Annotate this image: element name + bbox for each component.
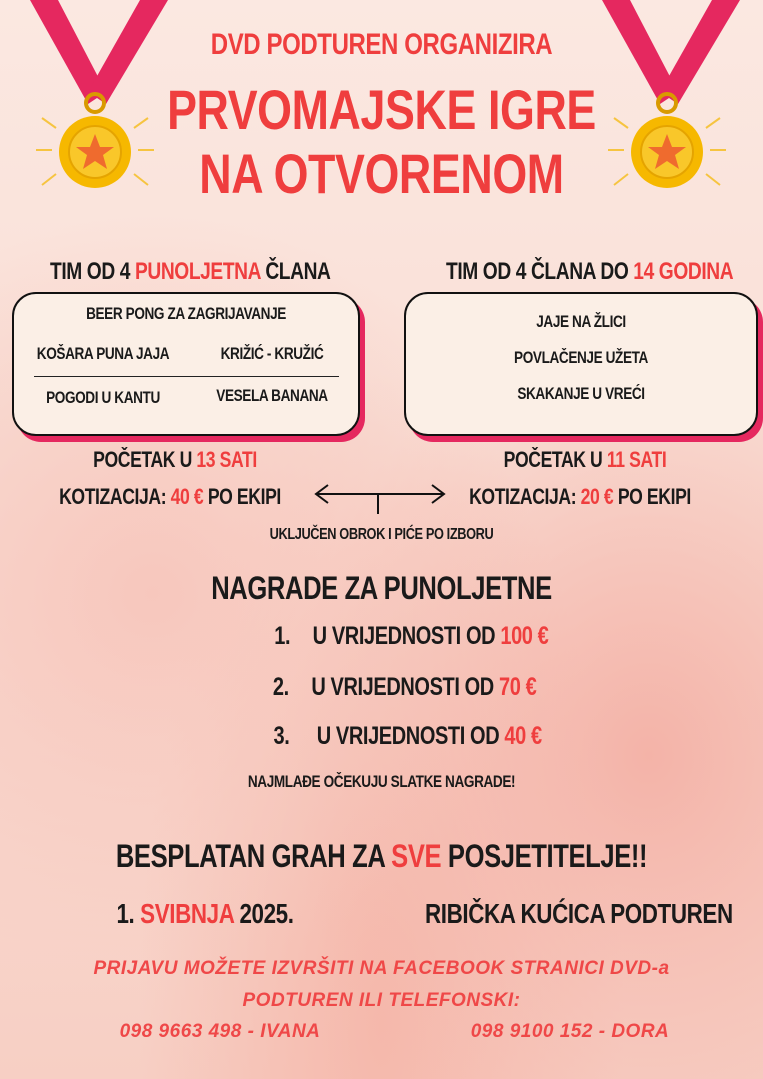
double-arrow-icon	[310, 482, 450, 516]
game-item: POGODI U KANTU	[46, 388, 160, 407]
game-item: KRIŽIĆ - KRUŽIĆ	[220, 344, 324, 363]
kids-games-box	[404, 292, 758, 436]
left-team-title: TIM OD 4 PUNOLJETNA ČLANA	[50, 258, 331, 285]
organizer-line: DVD PODTUREN ORGANIZIRA	[210, 28, 553, 61]
prizes-heading: NAGRADE ZA PUNOLJETNE	[211, 570, 552, 606]
registration-line1: PRIJAVU MOŽETE IZVRŠITI NA FACEBOOK STRANICI DVD-a	[93, 958, 670, 979]
game-item: KOŠARA PUNA JAJA	[36, 344, 170, 363]
free-beans-line: BESPLATAN GRAH ZA SVE POSJETITELJE!!	[115, 838, 648, 874]
left-fee: KOTIZACIJA: 40 € PO EKIPI	[59, 484, 281, 509]
left-start-time: POČETAK U 13 SATI	[93, 447, 257, 472]
right-fee: KOTIZACIJA: 20 € PO EKIPI	[469, 484, 691, 509]
prize-item: 2. U VRIJEDNOSTI OD 70 €	[272, 673, 537, 701]
phone-ivana: 098 9663 498 - IVANA	[119, 1021, 321, 1042]
game-item: SKAKANJE U VREĆI	[517, 384, 645, 403]
event-location: RIBIČKA KUĆICA PODTUREN	[425, 898, 733, 929]
included-note: UKLJUČEN OBROK I PIĆE PO IZBORU	[269, 526, 494, 543]
game-item: VESELA BANANA	[216, 386, 328, 405]
game-item: POVLAČENJE UŽETA	[514, 348, 648, 367]
event-date: 1. SVIBNJA 2025.	[116, 898, 294, 929]
right-team-title: TIM OD 4 ČLANA DO 14 GODINA	[446, 258, 734, 285]
prize-item: 1. U VRIJEDNOSTI OD 100 €	[274, 622, 549, 650]
registration-line2: PODTUREN ILI TELEFONSKI:	[242, 990, 521, 1011]
divider	[34, 376, 339, 377]
event-title-line2: NA OTVORENOM	[199, 142, 564, 205]
adult-games-box	[12, 292, 360, 436]
kids-prize-note: NAJMLAĐE OČEKUJU SLATKE NAGRADE!	[247, 772, 516, 791]
right-start-time: POČETAK U 11 SATI	[503, 447, 667, 472]
phone-dora: 098 9100 152 - DORA	[470, 1021, 670, 1042]
prize-item: 3. U VRIJEDNOSTI OD 40 €	[273, 722, 542, 750]
game-item: JAJE NA ŽLICI	[536, 312, 626, 331]
event-title-line1: PRVOMAJSKE IGRE	[167, 78, 596, 141]
game-item: BEER PONG ZA ZAGRIJAVANJE	[86, 304, 286, 323]
